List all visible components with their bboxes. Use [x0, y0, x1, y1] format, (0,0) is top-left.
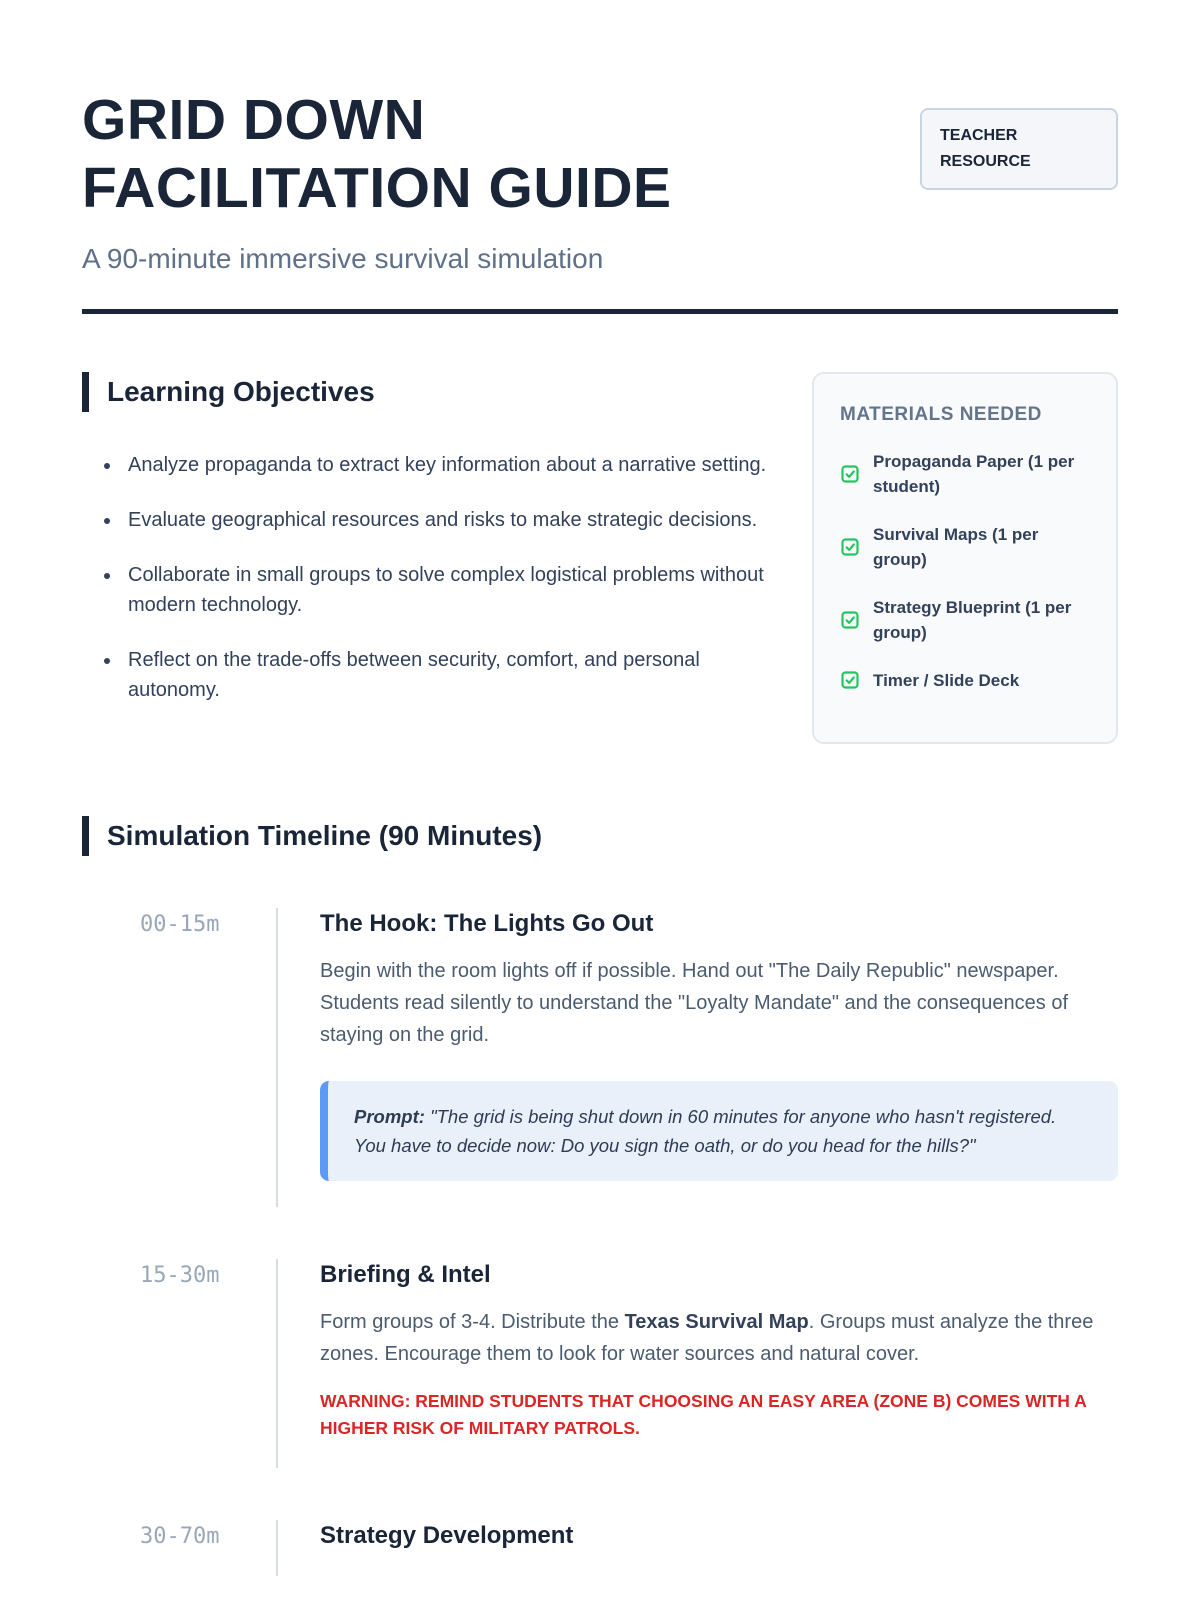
- entry-time-label: 15-30m: [140, 1262, 220, 1288]
- objectives-materials-section: [82, 372, 1118, 744]
- timeline-entry: [82, 908, 1118, 1207]
- objective-item: • Reflect on the trade-offs between security, comfort, and personal autonomy.: [122, 645, 768, 705]
- materials-heading: MATERIALS NEEDED: [840, 403, 1042, 425]
- checkbox-check-icon: [840, 537, 860, 557]
- teacher-resource-badge: TEACHER RESOURCE: [920, 108, 1118, 190]
- header: [82, 86, 1118, 223]
- material-item-label: Strategy Blueprint (1 per group): [873, 597, 1072, 642]
- material-item: [840, 595, 1090, 645]
- entry-title: Strategy Development: [320, 1521, 574, 1549]
- entry-time-label: 30-70m: [140, 1523, 220, 1549]
- entry-body-text: . Groups must analyze the three zones. Encourage them to look for water sources and natural cover.: [320, 1310, 1094, 1365]
- entry-content: [276, 908, 1118, 1207]
- entry-body-bold-text: Texas Survival Map: [624, 1310, 809, 1333]
- learning-objectives: [82, 372, 768, 744]
- checkbox-check-icon: [840, 464, 860, 484]
- learning-objectives-heading: Learning Objectives: [107, 375, 375, 407]
- entry-content: [276, 1520, 1118, 1576]
- timeline-entry: [82, 1259, 1118, 1468]
- section-accent-bar: [82, 816, 89, 856]
- objective-item: • Analyze propaganda to extract key information about a narrative setting.: [122, 450, 768, 480]
- timeline-entry: [82, 1520, 1118, 1576]
- page-title-line1: GRID DOWN: [82, 88, 426, 152]
- prompt-text: "The grid is being shut down in 60 minutes for anyone who hasn't registered. You have to decide now: Do you sign the oath, or do you head for the hills?": [354, 1105, 1057, 1156]
- objectives-list: [82, 450, 768, 705]
- checkbox-check-icon: [840, 670, 860, 690]
- header-divider: [82, 309, 1118, 314]
- objective-item: • Evaluate geographical resources and risks to make strategic decisions.: [122, 505, 768, 535]
- entry-title: The Hook: The Lights Go Out: [320, 909, 654, 937]
- entry-body-text: Form groups of 3-4. Distribute the: [320, 1310, 625, 1333]
- material-item: [840, 668, 1090, 693]
- timeline-heading: Simulation Timeline (90 Minutes): [107, 819, 543, 851]
- prompt-callout: [320, 1081, 1118, 1181]
- material-item-label: Timer / Slide Deck: [873, 670, 1020, 690]
- entry-title: Briefing & Intel: [320, 1260, 491, 1288]
- checkbox-check-icon: [840, 610, 860, 630]
- material-item: [840, 522, 1090, 572]
- entry-content: [276, 1259, 1118, 1468]
- page-title-line2: FACILITATION GUIDE: [82, 156, 672, 221]
- page-subtitle: A 90-minute immersive survival simulation: [82, 242, 604, 274]
- page-title: [82, 86, 672, 223]
- entry-time-label: 00-15m: [140, 911, 220, 937]
- learning-objectives-heading-row: [82, 372, 768, 412]
- entry-body: Begin with the room lights off if possible. Hand out "The Daily Republic" newspaper. Students read silently to understand the "Loyalty Mandate" and the consequences of staying on the grid.: [320, 959, 1069, 1046]
- objective-item: • Collaborate in small groups to solve complex logistical problems without modern technology.: [122, 560, 768, 620]
- materials-needed-card: [812, 372, 1118, 744]
- entry-body: [320, 1306, 1118, 1370]
- warning-text: WARNING: REMIND STUDENTS THAT CHOOSING AN EASY AREA (ZONE B) COMES WITH A HIGHER RISK OF MILITARY PATROLS.: [320, 1390, 1087, 1438]
- material-item-label: Survival Maps (1 per group): [873, 524, 1039, 569]
- timeline-heading-row: [82, 816, 1118, 856]
- prompt-label: Prompt:: [354, 1105, 425, 1127]
- material-item-label: Propaganda Paper (1 per student): [873, 451, 1075, 496]
- material-item: [840, 449, 1090, 499]
- section-accent-bar: [82, 372, 89, 412]
